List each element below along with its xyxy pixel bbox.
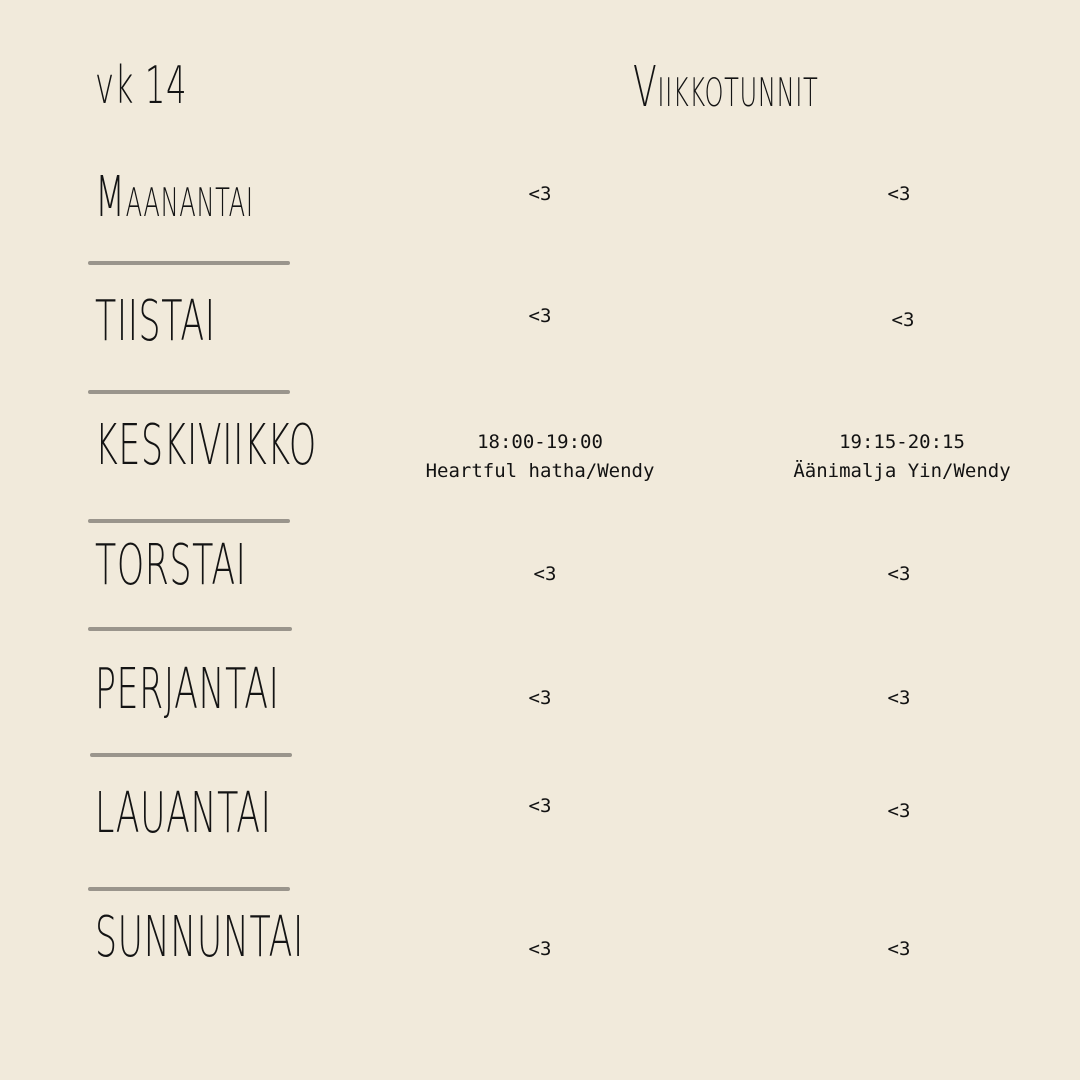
page-title: Viikkotunnit [633, 55, 819, 120]
day-label-keskiviikko: KESKIVIIKKO [95, 413, 317, 478]
slot-keskiviikko-1 [390, 428, 690, 486]
slot-lauantai-1: <3 [528, 795, 552, 817]
slot-time: 19:15-20:15 [839, 431, 965, 453]
divider [88, 261, 290, 265]
slot-perjantai-1: <3 [528, 687, 552, 709]
slot-time: 18:00-19:00 [477, 431, 603, 453]
divider [88, 887, 290, 891]
slot-sunnuntai-2: <3 [887, 938, 911, 960]
slot-lauantai-2: <3 [887, 800, 911, 822]
day-label-tiistai: TIISTAI [95, 289, 216, 354]
divider [90, 753, 292, 757]
slot-perjantai-2: <3 [887, 687, 911, 709]
slot-tiistai-1: <3 [528, 305, 552, 327]
slot-sunnuntai-1: <3 [528, 938, 552, 960]
day-label-sunnuntai: SUNNUNTAI [95, 905, 304, 970]
day-label-lauantai: LAUANTAI [95, 781, 272, 846]
slot-tiistai-2: <3 [891, 309, 915, 331]
divider [88, 627, 292, 631]
slot-class: Heartful hatha/Wendy [425, 460, 655, 482]
slot-maanantai-1: <3 [528, 183, 552, 205]
slot-torstai-2: <3 [887, 563, 911, 585]
day-label-perjantai: PERJANTAI [95, 657, 280, 722]
slot-torstai-1: <3 [533, 563, 557, 585]
divider [88, 519, 290, 523]
week-label: vk 14 [95, 56, 188, 116]
slot-keskiviikko-2 [752, 428, 1052, 486]
slot-maanantai-2: <3 [887, 183, 911, 205]
day-label-maanantai: Maanantai [95, 165, 254, 230]
slot-class: Äänimalja Yin/Wendy [793, 460, 1011, 482]
day-label-torstai: TORSTAI [95, 533, 247, 598]
divider [88, 390, 290, 394]
